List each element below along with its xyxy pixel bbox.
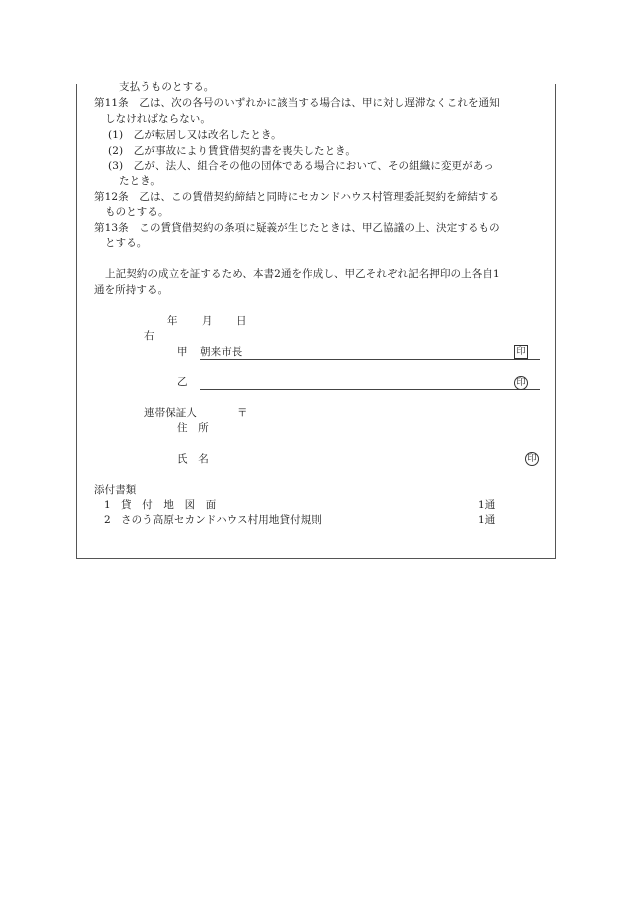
date-day: 日 xyxy=(236,315,247,327)
party-b-label: 乙 xyxy=(177,376,188,388)
article-11-cont: しなければならない。 xyxy=(105,113,211,125)
attachments-heading: 添付書類 xyxy=(94,484,137,496)
text-line-continuation: 支払うものとする。 xyxy=(119,81,215,93)
article-13: 第13条 この賃貸借契約の条項に疑義が生じたときは、甲乙協議の上、決定するもの xyxy=(94,222,500,234)
date-year: 年 xyxy=(167,315,178,327)
attachment-1-num: 1 xyxy=(104,499,111,511)
article-13-cont: とする。 xyxy=(105,237,148,249)
closing-statement-cont: 通を所持する。 xyxy=(94,284,169,296)
party-b-signature-line xyxy=(200,389,540,390)
article-11-item-3: (3) 乙が、法人、組合その他の団体である場合において、その組織に変更があっ xyxy=(108,160,494,172)
guarantor-label: 連帯保証人 xyxy=(144,407,197,419)
party-a-signature-line xyxy=(200,359,540,360)
article-12: 第12条 乙は、この賃借契約締結と同時にセカンドハウス村管理委託契約を締結する xyxy=(94,191,500,203)
party-a-name: 朝来市長 xyxy=(200,346,243,358)
article-12-cont: ものとする。 xyxy=(105,206,169,218)
article-11-item-2: (2) 乙が事故により賃貸借契約書を喪失したとき。 xyxy=(108,145,356,157)
article-11-item-3-cont: たとき。 xyxy=(119,175,161,187)
attachment-1-count: 1通 xyxy=(478,499,496,511)
article-11: 第11条 乙は、次の各号のいずれかに該当する場合は、甲に対し遅滞なくこれを通知 xyxy=(94,97,500,109)
date-month: 月 xyxy=(202,315,213,327)
article-11-item-1: (1) 乙が転居し又は改名したとき。 xyxy=(108,129,282,141)
closing-statement: 上記契約の成立を証するため、本書2通を作成し、甲乙それぞれ記名押印の上各自1 xyxy=(105,268,500,280)
attachment-2-name: さのう高原セカンドハウス村用地貸付規則 xyxy=(121,514,322,526)
seal-circle-icon: 印 xyxy=(514,376,528,390)
attachment-2-count: 1通 xyxy=(478,514,496,526)
postal-mark: 〒 xyxy=(237,407,248,419)
party-a-label: 甲 xyxy=(177,346,188,358)
attachment-1-name: 貸 付 地 図 面 xyxy=(121,499,217,511)
migi-label: 右 xyxy=(144,330,155,342)
name-label: 氏 名 xyxy=(177,453,209,465)
address-label: 住 所 xyxy=(177,422,209,434)
guarantor-seal-icon: 印 xyxy=(525,452,539,466)
attachment-2-num: 2 xyxy=(104,514,111,526)
seal-square-icon: 印 xyxy=(514,345,528,359)
